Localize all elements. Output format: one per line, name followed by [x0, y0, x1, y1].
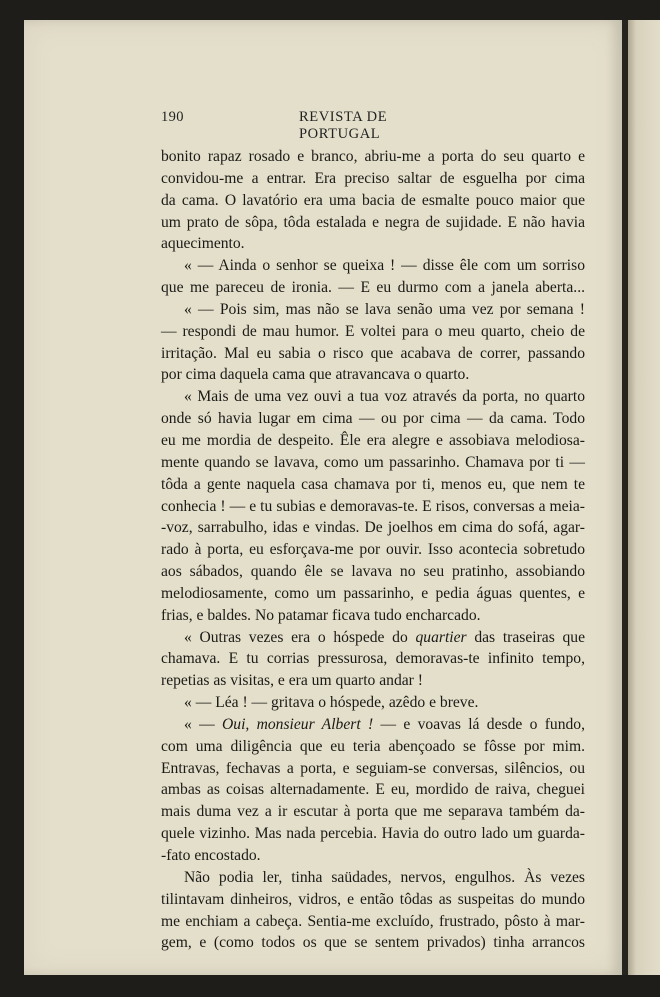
text-line: por cima daquela cama que atravancava o quarto.: [161, 366, 470, 384]
text-line: conhecia ! — e tu subias e demoravas-te. E risos, conversas a meia-: [161, 497, 585, 515]
text-line: Entravas, fechavas a porta, e seguiam-se conversas, silêncios, ou: [161, 759, 585, 777]
text-segment: das traseiras que: [474, 628, 585, 646]
text-line: aquecimento.: [161, 235, 245, 253]
text-line: mente quando se lavava, como um passarinho. Chamava por ti —: [161, 453, 585, 471]
text-line: ambas as coisas alternadamente. E eu, mordido de raiva, cheguei: [161, 781, 585, 799]
next-page-edge: [626, 20, 660, 975]
page-header: [161, 109, 451, 142]
text-line: melodiosamente, como um passarinho, e pedia águas quentes, e: [161, 584, 585, 602]
text-line: me enchiam a cabeça. Sentia-me excluído, frustrado, pôsto à mar-: [161, 912, 585, 930]
text-line: [161, 627, 585, 649]
text-line: um prato de sôpa, tôda estalada e negra de sujidade. E não havia: [161, 213, 585, 231]
italic-text: Oui, monsieur Albert !: [222, 715, 374, 733]
text-line: eu me mordia de despeito. Êle era alegre e assobiava melodiosa-: [161, 431, 585, 449]
text-line: gem, e (como todos os que se sentem privados) tinha arrancos: [161, 934, 585, 952]
text-segment: — e voavas lá desde o fundo,: [380, 715, 585, 733]
running-title: REVISTA DE PORTUGAL: [299, 109, 388, 142]
text-line: com uma diligência que eu teria abençoado se fôsse por mim.: [161, 737, 585, 755]
body-text: [161, 146, 585, 954]
text-segment: « Outras vezes era o hóspede do: [184, 628, 408, 646]
text-line: Não podia ler, tinha saüdades, nervos, engulhos. Às vezes: [184, 868, 585, 886]
text-line: « — Pois sim, mas não se lava senão uma vez por semana !: [184, 300, 585, 318]
text-line: chamava. E tu corrias pressurosa, demoravas-te infinito tempo,: [161, 650, 585, 668]
text-line: tilintavam dinheiros, vidros, e então tôdas as suspeitas do mundo: [161, 890, 585, 908]
text-line: [161, 714, 585, 736]
text-line: quele vizinho. Mas nada percebia. Havia do outro lado um guarda-: [161, 825, 585, 843]
text-line: -voz, sarrabulho, idas e vindas. De joelhos em cima do sofá, agar-: [161, 519, 585, 537]
text-line: rado à porta, eu esforçava-me por ouvir. Isso acontecia sobretudo: [161, 541, 585, 559]
text-line: repetias as visitas, e era um quarto andar !: [161, 672, 423, 690]
text-line: que me pareceu de ironia. — E eu durmo com a janela aberta...: [161, 279, 585, 297]
text-line: mais duma vez a ir escutar à porta que me separava também da-: [161, 803, 585, 821]
text-line: tôda a gente naquela casa chamava por ti, menos eu, que nem te: [161, 475, 585, 493]
page-number: 190: [161, 109, 184, 125]
text-segment: « —: [184, 715, 215, 733]
text-line: irritação. Mal eu sabia o risco que acabava de correr, passando: [161, 344, 585, 362]
text-line: « Mais de uma vez ouvi a tua voz através da porta, no quarto: [184, 388, 585, 406]
text-line: bonito rapaz rosado e branco, abriu-me a porta do seu quarto e: [161, 148, 585, 165]
text-line: da cama. O lavatório era uma bacia de esmalte pouco maior que: [161, 191, 585, 209]
text-line: onde só havia lugar em cima — ou por cima — da cama. Todo: [161, 410, 585, 428]
text-line: aos sábados, quando êle se lavava no seu pratinho, assobiando: [161, 563, 585, 581]
text-line: -fato encostado.: [161, 847, 261, 864]
text-line: frias, e baldes. No patamar ficava tudo encharcado.: [161, 606, 481, 624]
text-line: « — Léa ! — gritava o hóspede, azêdo e breve.: [184, 694, 479, 712]
text-line: — respondi de mau humor. E voltei para o meu quarto, cheio de: [161, 322, 585, 340]
italic-text: quartier: [415, 628, 467, 646]
text-line: « — Ainda o senhor se queixa ! — disse êle com um sorriso: [184, 257, 585, 275]
text-line: convidou-me a entrar. Era preciso saltar de esguelha por cima: [161, 169, 585, 187]
